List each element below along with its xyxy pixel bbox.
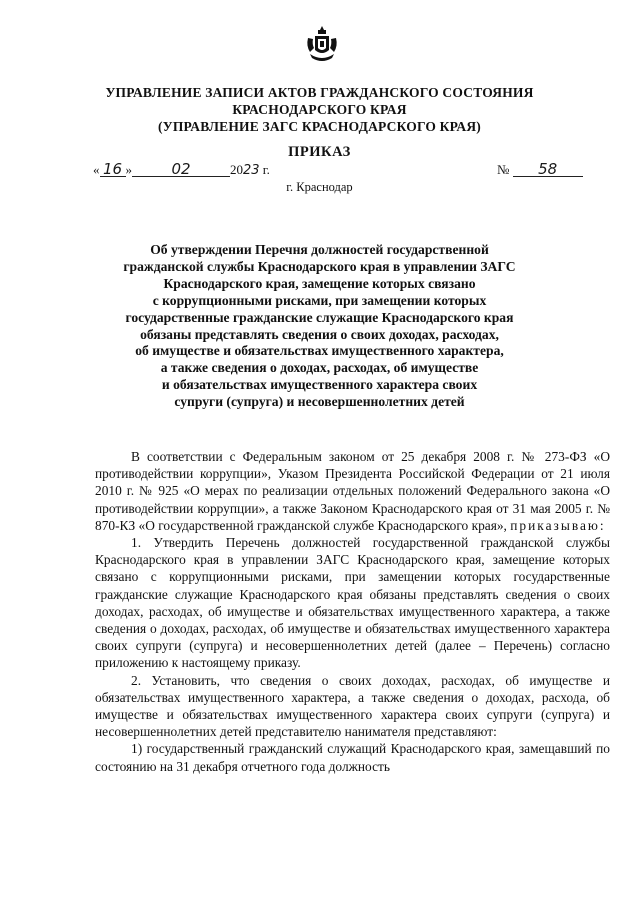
paragraph-subitem-1: 1) государственный гражданский служащий Краснодарского края, замещавший по состоянию на 31 декабря отчетного года должность (95, 741, 610, 774)
year-unit: г. (262, 162, 270, 177)
org-name-line-1: УПРАВЛЕНИЕ ЗАПИСИ АКТОВ ГРАЖДАНСКОГО СОСТОЯНИЯ (105, 85, 534, 100)
order-word: приказываю: (510, 517, 606, 533)
org-name-line-3: (УПРАВЛЕНИЕ ЗАГС КРАСНОДАРСКОГО КРАЯ) (158, 119, 481, 134)
heading-line: об имуществе и обязательствах имущественного характера, (135, 343, 504, 359)
paragraph-preamble (95, 448, 610, 534)
heading-line: обязаны представлять сведения о своих доходах, расходах, (140, 326, 499, 342)
order-heading (0, 242, 639, 411)
heading-line: с коррупционными рисками, при замещении которых (152, 292, 487, 308)
quote-open: « (93, 162, 100, 177)
paragraph-item-2: 2. Установить, что сведения о своих доходах, расходах, об имуществе и обязательствах имущественного характера, а также сведения о доходах, расхода, об имуществе и обязательствах имущественного характера своих супруги (супруга) и несовершеннолетних детей представителю нанимателя представляют: (95, 672, 610, 740)
order-body (95, 448, 610, 775)
heading-line: и обязательствах имущественного характера своих (161, 377, 478, 393)
number-label: № (497, 162, 510, 177)
order-day: 16 (100, 162, 126, 177)
heading-line: государственные гражданские служащие Краснодарского края (125, 309, 514, 325)
year-prefix: 20 (230, 162, 243, 177)
heading-line: Краснодарского края, замещение которых связано (163, 275, 476, 291)
heading-line: а также сведения о доходах, расходах, об имуществе (160, 360, 479, 376)
heading-line: гражданской службы Краснодарского края в управлении ЗАГС (123, 258, 516, 274)
coat-of-arms-icon (304, 24, 340, 64)
document-title: ПРИКАЗ (288, 144, 351, 160)
order-date (93, 162, 270, 178)
order-number (497, 162, 583, 178)
order-number-value: 58 (513, 162, 583, 177)
order-year-suffix: 23 (243, 163, 260, 178)
order-month: 02 (132, 162, 230, 177)
org-name-line-2: КРАСНОДАРСКОГО КРАЯ (232, 102, 407, 117)
preamble-text: В соответствии с Федеральным законом от 25 декабря 2008 г. № 273-ФЗ «О противодействии коррупции», Указом Президента Российской Федерации от 21 июля 2010 г. № 925 «О мерах по реализации отдельных положений Федерального закона «О противодействии коррупции», а также Законом Краснодарского края от 31 мая 2005 г. № 870-КЗ «О государственной гражданской службе Краснодарского края», (95, 449, 610, 533)
heading-line: супруги (супруга) и несовершеннолетних детей (174, 394, 465, 410)
quote-close: » (125, 162, 132, 177)
city-label: г. Краснодар (286, 180, 353, 194)
paragraph-item-1: 1. Утвердить Перечень должностей государственной гражданской службы Краснодарского края в управлении ЗАГС Краснодарского края, замещение которых связано с коррупционными рисками, при замещении которых государственные гражданские служащие Краснодарского края обязаны представлять сведения о своих доходах, расходах, об имуществе и обязательствах имущественного характера, а также сведения о доходах, расходах, об имуществе и обязательствах имущественного характера своих супруги (супруга) и несовершеннолетних детей (далее – Перечень) согласно приложению к настоящему приказу. (95, 535, 610, 671)
heading-line: Об утверждении Перечня должностей государственной (150, 242, 489, 257)
